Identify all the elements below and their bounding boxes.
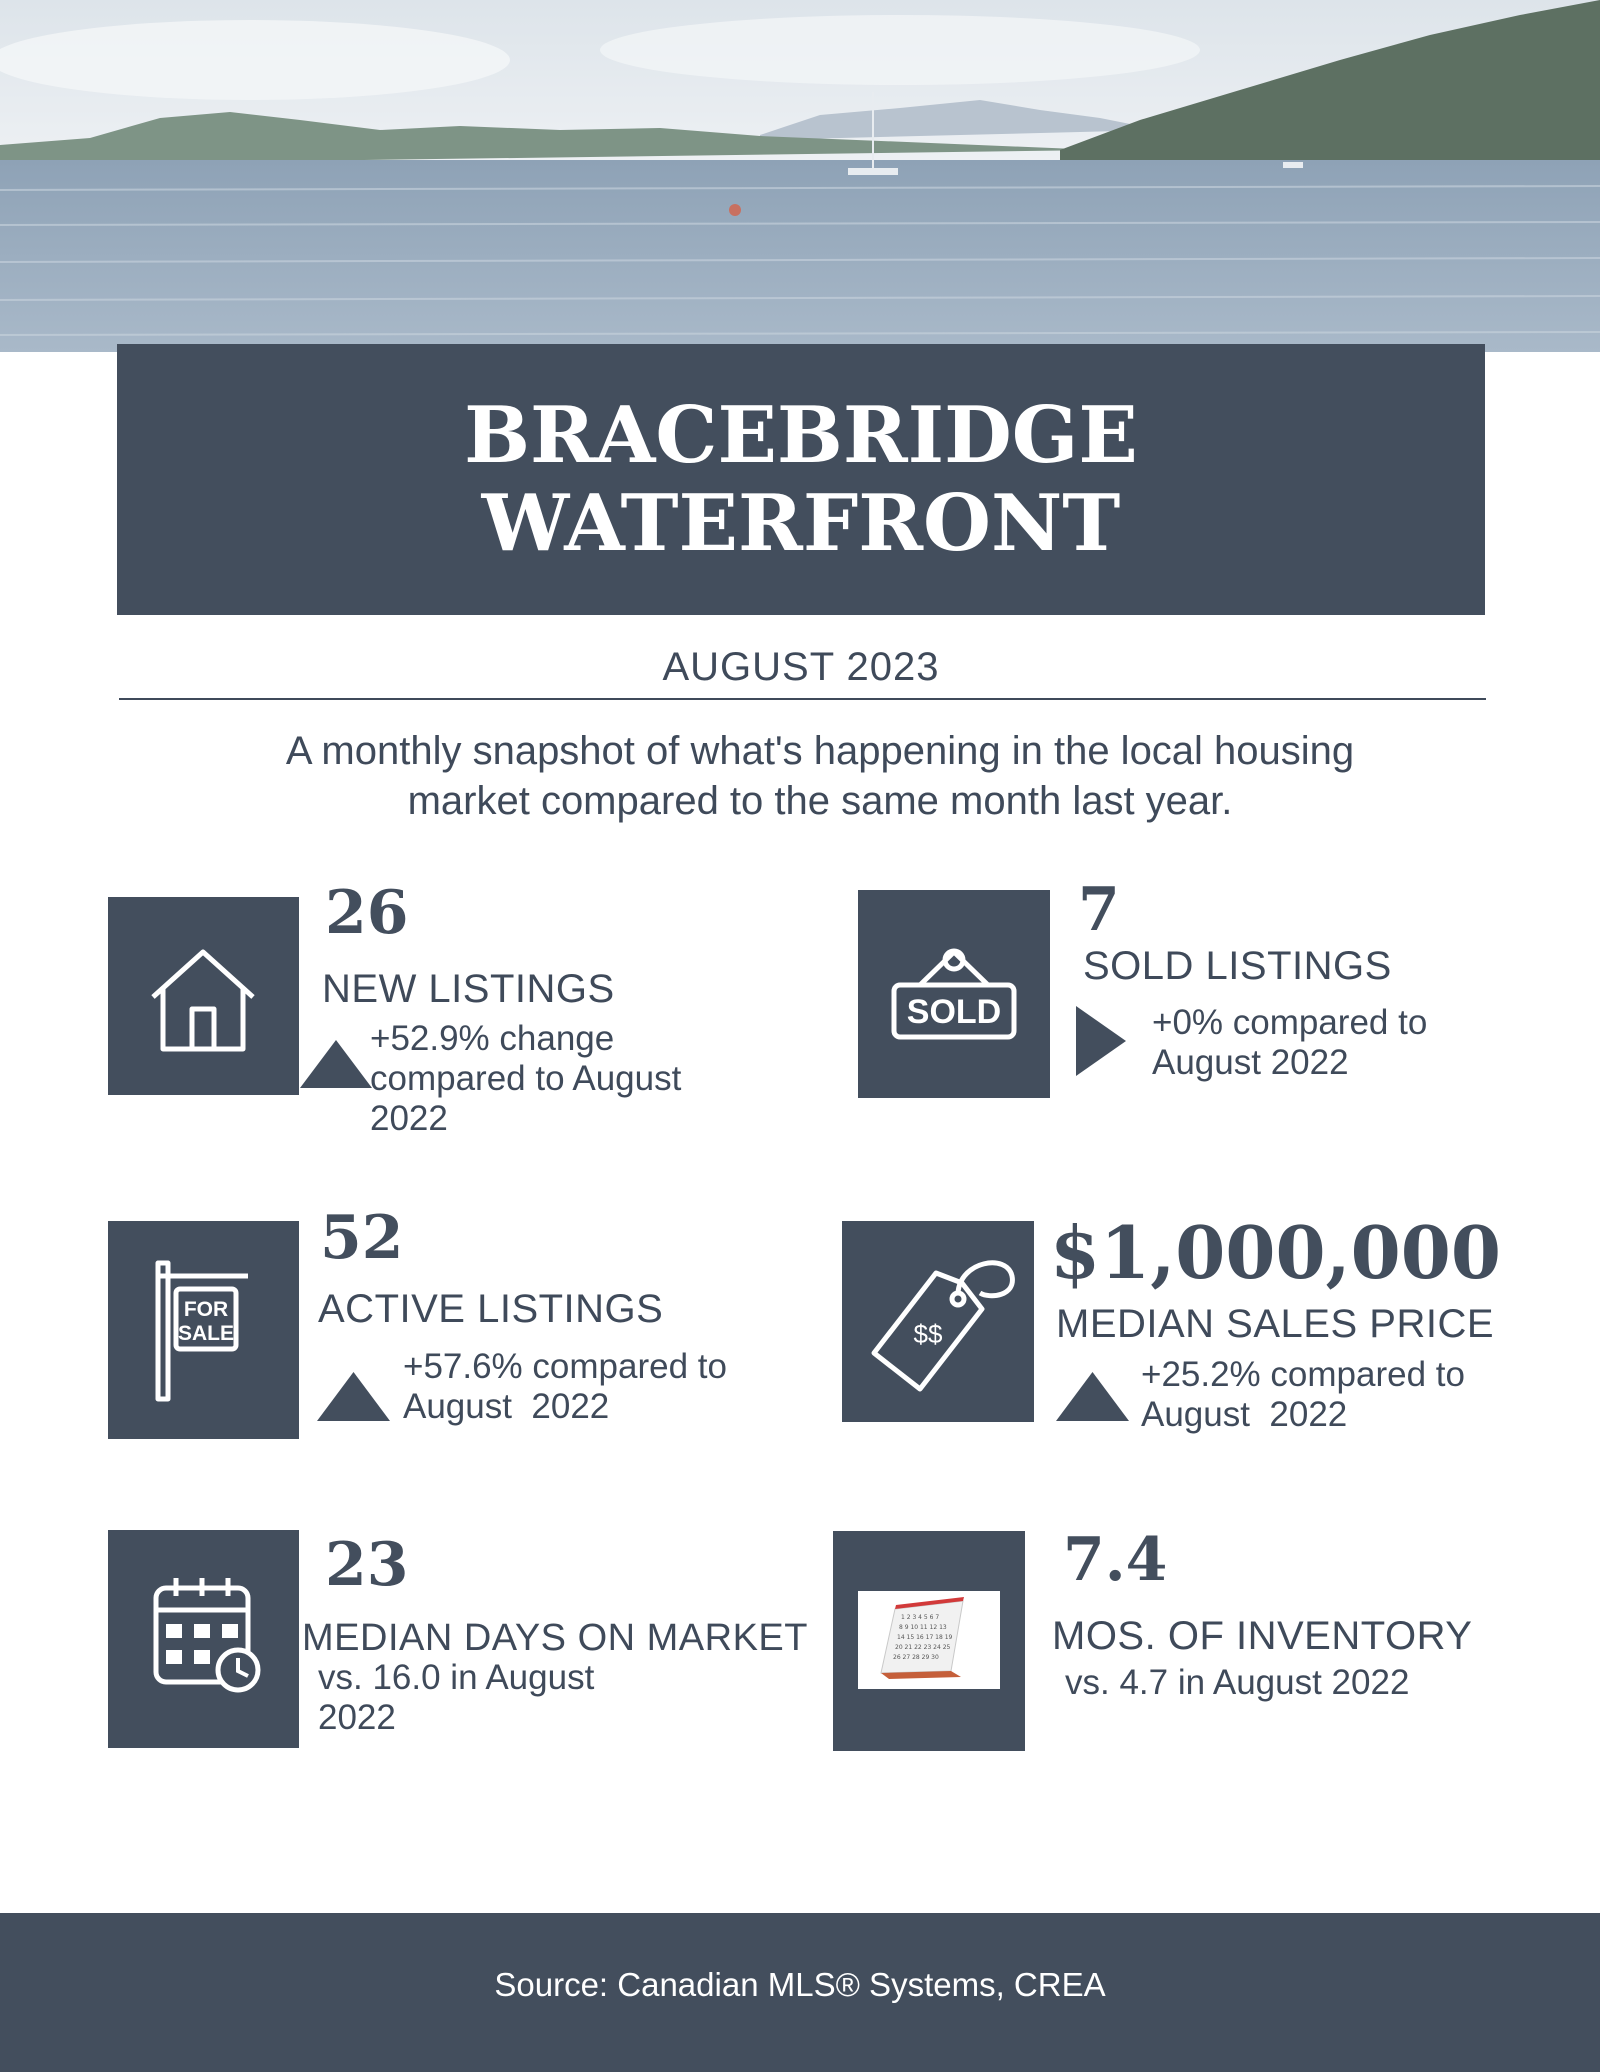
desk-calendar-icon [833,1531,1025,1751]
sold-listings-label: SOLD LISTINGS [1083,944,1392,988]
inventory-icon-box [833,1531,1025,1751]
intro-text [150,726,1490,826]
median-price-label: MEDIAN SALES PRICE [1056,1302,1495,1346]
median-price-value: $1,000,000 [1050,1210,1501,1295]
sold-sign-icon [858,890,1050,1098]
for-sale-sign-line-2: SALE [177,1322,235,1345]
title-line-1: BRACEBRIDGE [464,390,1138,481]
price-tag-text: $$ [913,1319,943,1349]
new-listings-value: 26 [325,878,409,948]
svg-text:26 27 28 29 30: 26 27 28 29 30 [893,1654,939,1661]
median-days-compare-line-2: 2022 [318,1698,396,1737]
house-icon [108,897,299,1095]
sold-listings-change [1152,1003,1572,1083]
median-price-icon-box [842,1221,1034,1422]
active-listings-icon-box [108,1221,299,1439]
median-days-value: 23 [325,1530,409,1600]
up-triangle-icon [1056,1372,1129,1421]
median-days-label: MEDIAN DAYS ON MARKET [302,1617,808,1659]
svg-text:20 21 22 23 24 25: 20 21 22 23 24 25 [895,1644,951,1651]
right-triangle-icon [1076,1006,1126,1076]
sold-listings-change-line-1: +0% compared to [1152,1003,1428,1042]
new-listings-change-line-2: compared to August [370,1059,682,1098]
intro-line-1: A monthly snapshot of what's happening in the local housing [285,729,1355,773]
active-listings-change-line-2: August 2022 [403,1387,610,1426]
up-triangle-icon [300,1040,372,1088]
median-price-change-line-2: August 2022 [1141,1395,1348,1434]
calendar-clock-icon [108,1530,299,1748]
inventory-compare: vs. 4.7 in August 2022 [1065,1663,1410,1702]
median-days-icon-box [108,1530,299,1748]
active-listings-change [403,1347,823,1427]
active-listings-value: 52 [320,1203,404,1273]
sold-listings-icon-box [858,890,1050,1098]
inventory-value: 7.4 [1063,1525,1168,1595]
svg-text:8 9 10 11 12 13: 8 9 10 11 12 13 [899,1624,947,1631]
sold-listings-change-line-2: August 2022 [1152,1043,1349,1082]
svg-text:14 15 16 17 18 19: 14 15 16 17 18 19 [897,1634,953,1641]
source-credit: Source: Canadian MLS® Systems, CREA [494,1966,1106,2003]
active-listings-label: ACTIVE LISTINGS [318,1287,664,1331]
up-triangle-icon [317,1372,390,1421]
median-days-compare [318,1658,738,1738]
intro-line-2: market compared to the same month last year. [407,779,1233,823]
svg-text:SOLD: SOLD [906,993,1002,1031]
sold-listings-value: 7 [1078,875,1120,945]
new-listings-change-line-3: 2022 [370,1099,448,1138]
inventory-label: MOS. OF INVENTORY [1052,1614,1473,1658]
svg-text:1 2 3 4 5 6 7: 1 2 3 4 5 6 7 [901,1614,940,1621]
for-sale-sign-icon [108,1221,299,1439]
divider [119,698,1486,700]
median-price-change-line-1: +25.2% compared to [1141,1355,1465,1394]
report-date: AUGUST 2023 [662,645,940,689]
for-sale-sign-line-1: FOR [183,1298,229,1321]
hero-lake-image [0,0,1600,352]
new-listings-change [370,1019,790,1139]
median-days-compare-line-1: vs. 16.0 in August [318,1658,595,1697]
price-tag-icon [842,1221,1034,1422]
median-price-change [1141,1355,1581,1435]
active-listings-change-line-1: +57.6% compared to [403,1347,727,1386]
new-listings-label: NEW LISTINGS [322,967,615,1011]
new-listings-change-line-1: +52.9% change [370,1019,615,1058]
new-listings-icon-box [108,897,299,1095]
title-line-2: WATERFRONT [481,478,1121,569]
title-banner [117,344,1485,615]
